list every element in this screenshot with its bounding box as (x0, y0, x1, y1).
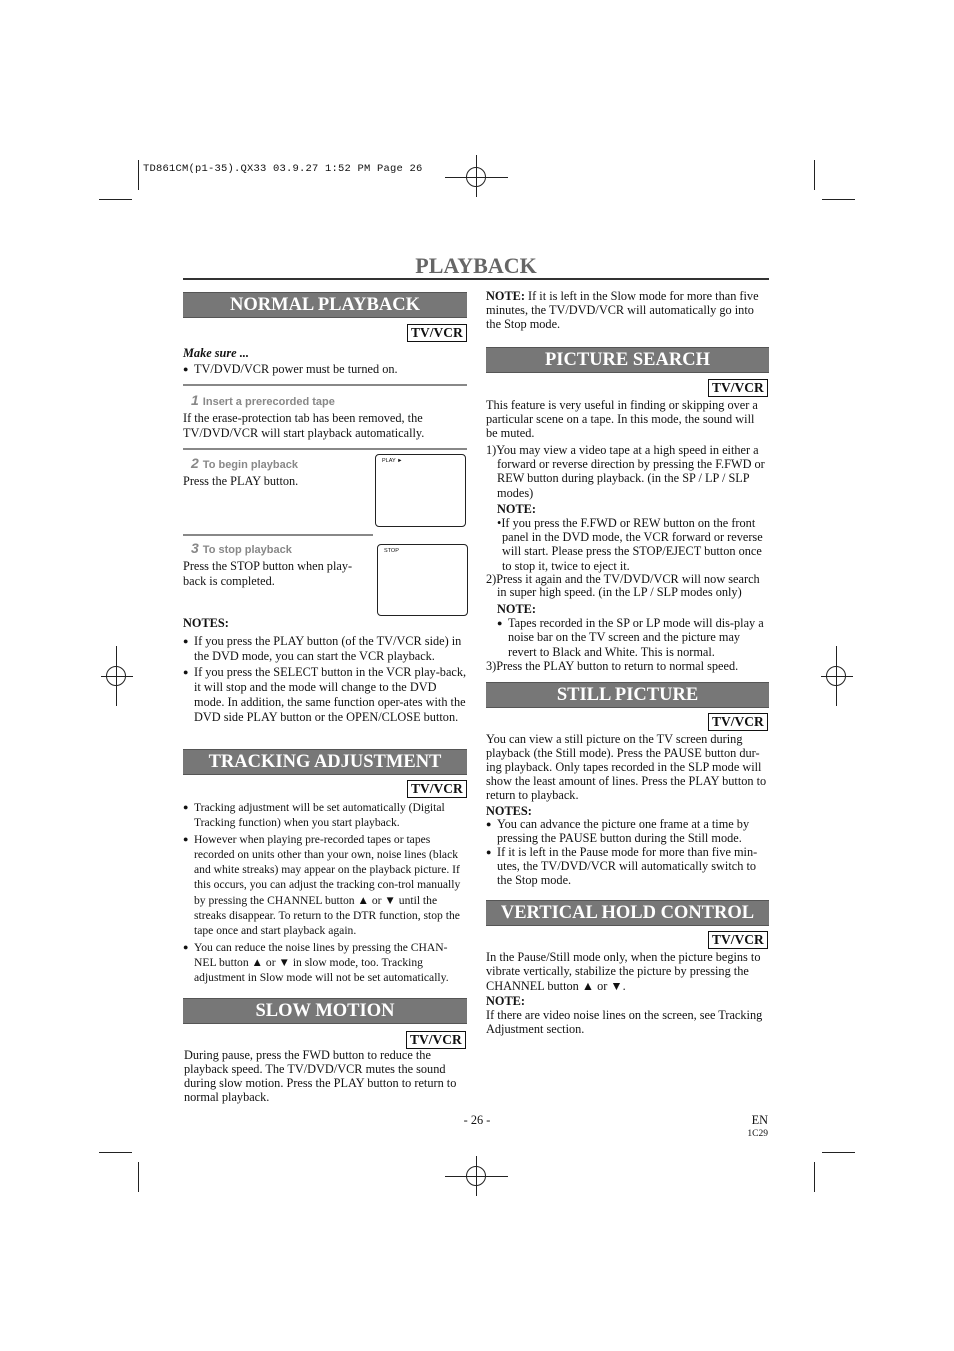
step-2-text: Press the PLAY button. (183, 474, 299, 488)
make-sure-item: ● TV/DVD/VCR power must be turned on. (183, 362, 467, 377)
search-step-3: 3)Press the PLAY button to return to normal speed. (486, 658, 739, 673)
step-3-heading: 3 To stop playback (191, 540, 292, 556)
crop-mark (99, 1152, 132, 1153)
note-item: ● If you press the SELECT button in the VCR play-back, it will stop and the mode will change to the DVD mode. In addition, the same function oper-ates with the DVD side PLAY button or the OPEN/CLOSE button. (183, 665, 467, 724)
crop-mark (138, 160, 139, 190)
tv-vcr-tag: TV/VCR (406, 1031, 466, 1049)
still-picture-heading: STILL PICTURE (486, 682, 769, 708)
registration-circle (466, 1166, 486, 1186)
registration-circle (106, 666, 126, 686)
picture-search-intro: This feature is very useful in finding or skipping over a particular scene on a tape. In this mode, the sound will be muted. (486, 398, 758, 441)
crop-mark (822, 1152, 855, 1153)
crop-mark (814, 160, 815, 190)
print-header: TD861CM(p1-35).QX33 03.9.27 1:52 PM Page 26 (143, 163, 423, 175)
normal-playback-notes (183, 634, 467, 724)
tracking-item: ● However when playing pre-recorded tapes or tapes recorded on units other than your own, noise lines (black and white streaks) may appear on the playback picture. If this occurs, you can adjust the tracking con-trol manually by pressing the CHANNEL button ▲ or ▼ until the streaks disappear. To return to the DTR function, stop the tape once and start playback again. (183, 832, 467, 938)
step-divider (183, 534, 373, 536)
stop-screen-illustration (377, 544, 468, 616)
stop-screen-label: STOP (384, 548, 399, 554)
vertical-hold-note: If there are video noise lines on the screen, see Tracking Adjustment section. (486, 1008, 763, 1036)
note-item: ● If you press the PLAY button (of the TV/VCR side) in the DVD mode, you can start the VCR playback. (183, 634, 467, 663)
slow-motion-heading: SLOW MOTION (183, 998, 467, 1024)
vertical-hold-heading: VERTICAL HOLD CONTROL (486, 900, 769, 926)
tracking-adjustment-heading: TRACKING ADJUSTMENT (183, 749, 467, 775)
registration-circle (466, 167, 486, 187)
search-note-label: NOTE: (497, 501, 536, 516)
vertical-hold-note-label: NOTE: (486, 994, 525, 1008)
step-1-text: If the erase-protection tab has been removed, the TV/DVD/VCR will start playback automatically. (183, 411, 425, 440)
tracking-list (183, 800, 467, 985)
picture-search-heading: PICTURE SEARCH (486, 347, 769, 373)
search-note: ● Tapes recorded in the SP or LP mode will dis-play a noise bar on the TV screen and the picture may revert to Black and White. This is normal. (486, 616, 769, 659)
tv-vcr-tag: TV/VCR (407, 780, 467, 798)
crop-mark (822, 199, 855, 200)
search-note: •If you press the F.FWD or REW button on the front panel in the DVD mode, the VCR forward or reverse will start. Please press the STOP/EJECT button once to stop it, twice to eject it. (497, 516, 763, 573)
tv-vcr-tag: TV/VCR (708, 713, 768, 731)
page-number: - 26 - (463, 1113, 491, 1127)
tv-vcr-tag: TV/VCR (708, 931, 768, 949)
play-screen-label: PLAY ► (382, 458, 403, 464)
tracking-item: ● Tracking adjustment will be set automatically (Digital Tracking function) when you start playback. (183, 800, 467, 830)
still-picture-text: You can view a still picture on the TV screen during playback (the Still mode). Press the PAUSE button dur-ing playback. Only tapes recorded in the SLP mode will show the least amount of lines. Press the PLAY button to return to playback. (486, 732, 767, 803)
still-note-item: ● You can advance the picture one frame at a time by pressing the PAUSE button during the Still mode. (486, 818, 769, 846)
tracking-item: ● You can reduce the noise lines by pressing the CHAN-NEL button ▲ or ▼ in slow mode, too. Tracking adjustment in Slow mode will not be set automatically. (183, 940, 467, 985)
search-step-2: 2)Press it again and the TV/DVD/VCR will now search in super high speed. (in the LP / SLP modes only) (486, 571, 760, 600)
notes-label: NOTES: (183, 616, 229, 630)
search-step-1: 1)You may view a video tape at a high speed in either a forward or reverse direction by pressing the F.FWD or REW button during playback. (in the SP / LP / SLP modes) (486, 443, 765, 500)
registration-circle (826, 666, 846, 686)
slow-motion-text: During pause, press the FWD button to reduce the playback speed. The TV/DVD/VCR mutes the sound during slow motion. Press the PLAY button to return to normal playback. (184, 1048, 457, 1104)
crop-mark (814, 1162, 815, 1192)
vertical-hold-text: In the Pause/Still mode only, when the picture begins to vibrate vertically, stabilize the picture by pressing the CHANNEL button ▲ or ▼. (486, 950, 761, 993)
search-note-label: NOTE: (497, 602, 536, 617)
still-notes-label: NOTES: (486, 804, 532, 818)
step-divider (183, 384, 467, 386)
tv-vcr-tag: TV/VCR (407, 324, 467, 342)
step-2-heading: 2 To begin playback (191, 455, 298, 471)
language-code: EN (751, 1113, 768, 1127)
picture-search-steps (486, 443, 769, 673)
step-3-text: Press the STOP button when play-back is completed. (183, 559, 353, 588)
title-rule (183, 278, 769, 280)
step-1-heading: 1 Insert a prerecorded tape (191, 392, 335, 408)
still-notes (486, 818, 769, 888)
slow-motion-note: NOTE: If it is left in the Slow mode for more than five minutes, the TV/DVD/VCR will automatically go into the Stop mode. (486, 289, 759, 332)
still-note-item: ● If it is left in the Pause mode for more than five min-utes, the TV/DVD/VCR will automatically switch to the Stop mode. (486, 846, 769, 888)
document-code: 1C29 (747, 1129, 768, 1139)
step-divider (183, 448, 467, 450)
normal-playback-heading: NORMAL PLAYBACK (183, 292, 467, 318)
make-sure-label: Make sure ... (183, 346, 249, 360)
crop-mark (138, 1162, 139, 1192)
play-screen-illustration (375, 454, 466, 527)
tv-vcr-tag: TV/VCR (708, 379, 768, 397)
crop-mark (99, 199, 132, 200)
page-title: PLAYBACK (415, 253, 537, 278)
